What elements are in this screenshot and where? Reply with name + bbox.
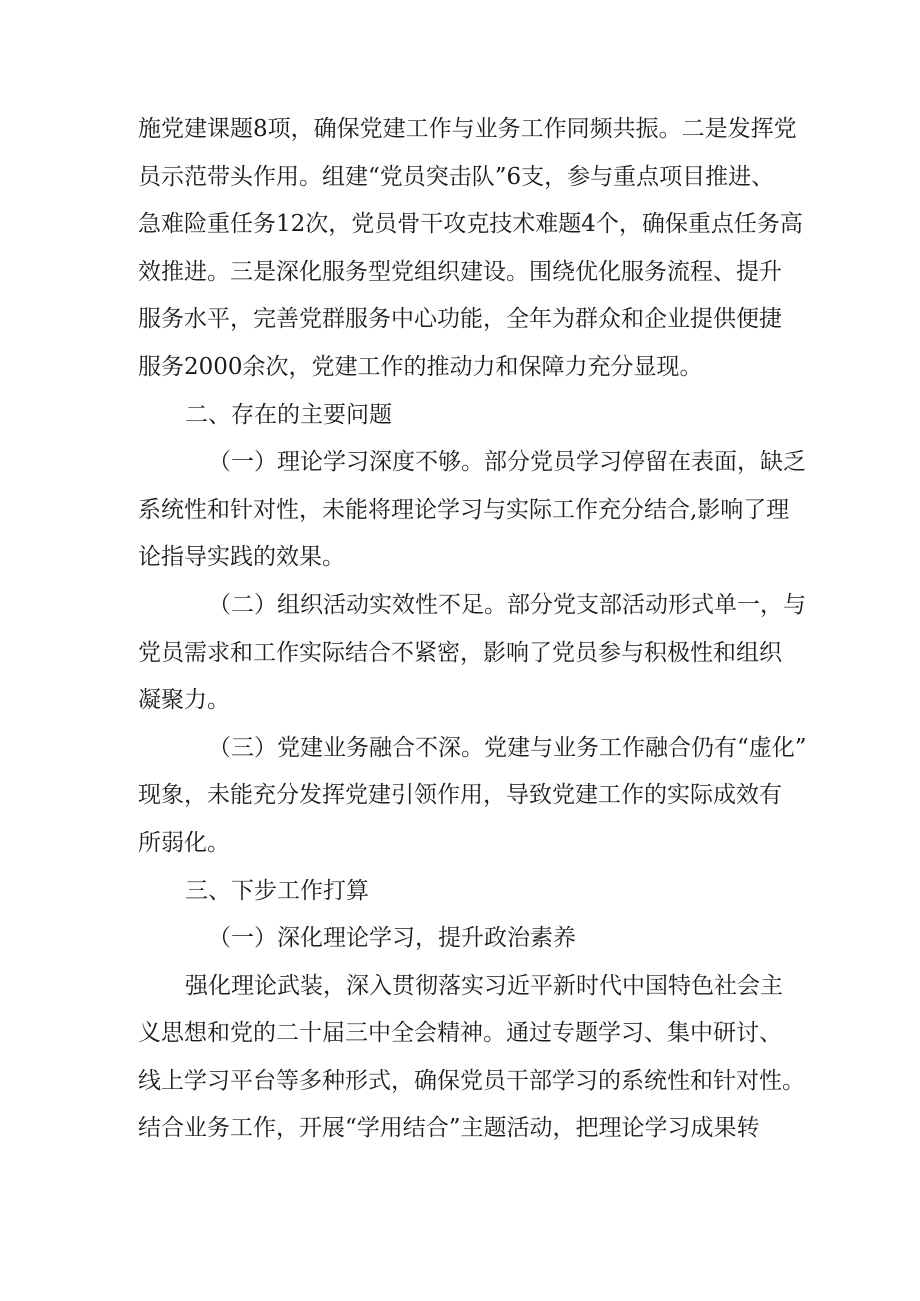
- text-line: 义思想和党的二十届三中全会精神。通过专题学习、集中研讨、: [138, 1020, 782, 1047]
- text-line: 服务2000余次，党建工作的推动力和保障力充分显现。: [138, 353, 703, 380]
- text-line: 结合业务工作，开展“学用结合”主题活动，把理论学习成果转: [138, 1115, 760, 1142]
- text-line: 服务水平，完善党群服务中心功能，全年为群众和企业提供便捷: [138, 306, 782, 333]
- text-line: 施党建课题8项，确保党建工作与业务工作同频共振。二是发挥党: [138, 116, 797, 142]
- text-line: 论指导实践的效果。: [138, 544, 345, 571]
- paragraph-party-building-results: [138, 106, 810, 392]
- section-heading: 三、下步工作打算: [185, 877, 369, 904]
- text-line: 现象，未能充分发挥党建引领作用，导致党建工作的实际成效有: [138, 782, 782, 809]
- text-line: （一）理论学习深度不够。部分党员学习停留在表面，缺乏: [208, 449, 806, 476]
- section-heading: 二、存在的主要问题: [185, 401, 392, 428]
- section-heading-problems: [138, 392, 810, 440]
- text-line: 系统性和针对性，未能将理论学习与实际工作充分结合,影响了理: [138, 496, 790, 523]
- text-line: 效推进。三是深化服务型党组织建设。围绕优化服务流程、提升: [138, 258, 782, 285]
- document-body: [138, 106, 810, 1153]
- subsection-heading: （一）深化理论学习，提升政治素养: [208, 925, 576, 952]
- paragraph-issue-integration: [138, 725, 810, 868]
- paragraph-theory-armament: [138, 963, 810, 1153]
- text-line: 线上学习平台等多种形式，确保党员干部学习的系统性和针对性。: [138, 1067, 805, 1094]
- subheading-deepen-theory-study: [138, 915, 810, 963]
- text-line: 强化理论武装，深入贯彻落实习近平新时代中国特色社会主: [185, 972, 783, 999]
- text-line: 党员需求和工作实际结合不紧密，影响了党员参与积极性和组织: [138, 639, 782, 666]
- text-line: （三）党建业务融合不深。党建与业务工作融合仍有“虚化”: [208, 734, 807, 761]
- paragraph-issue-theory-study: [138, 439, 810, 582]
- text-line: 急难险重任务12次，党员骨干攻克技术难题4个，确保重点任务高: [138, 211, 803, 238]
- text-line: （二）组织活动实效性不足。部分党支部活动形式单一，与: [208, 591, 806, 618]
- section-heading-next-steps: [138, 868, 810, 916]
- text-line: 凝聚力。: [138, 687, 230, 714]
- text-line: 员示范带头作用。组建“党员突击队”6支，参与重点项目推进、: [138, 163, 775, 190]
- text-line: 所弱化。: [138, 829, 230, 856]
- paragraph-issue-organization-activities: [138, 582, 810, 725]
